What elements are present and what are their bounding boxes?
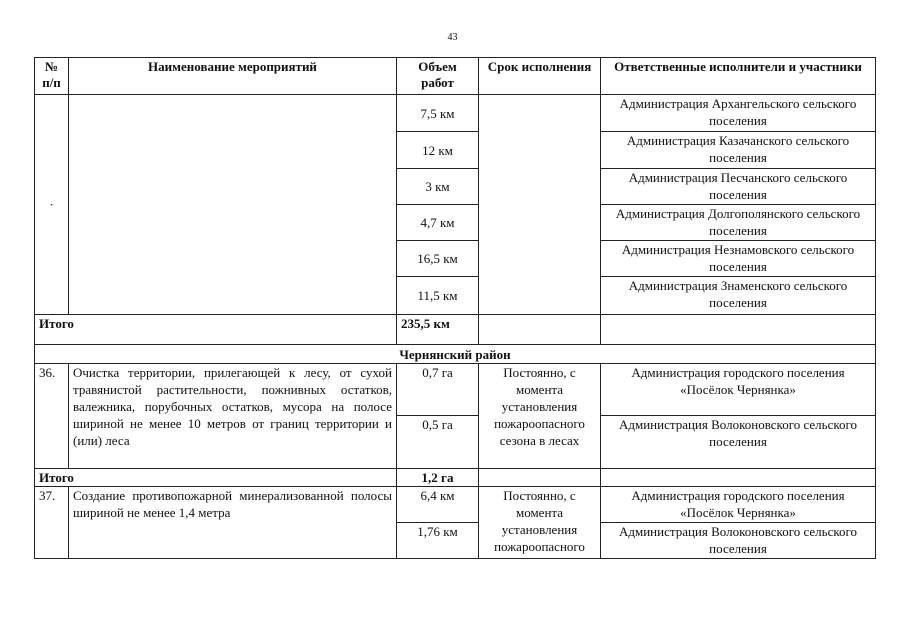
volume-cell: 0,7 га: [397, 364, 479, 416]
row-name-cell: [69, 95, 397, 315]
header-name: Наименование мероприятий: [69, 58, 397, 95]
responsible-cell: Администрация Казачанского сельского поселения: [601, 132, 876, 169]
item-num: 36.: [35, 364, 69, 469]
district-row: [35, 345, 876, 364]
header-volume: Объем работ: [397, 58, 479, 95]
responsible-cell: Администрация Незнамовского сельского поселения: [601, 241, 876, 277]
volume-cell: 7,5 км: [397, 95, 479, 132]
responsible-cell: Администрация Песчанского сельского поселения: [601, 169, 876, 205]
table-row: [35, 95, 876, 132]
volume-cell: 3 км: [397, 169, 479, 205]
total-value: 235,5 км: [397, 315, 479, 345]
header-num: № п/п: [35, 58, 69, 95]
header-term: Срок исполнения: [479, 58, 601, 95]
item-name: Создание противопожарной минерализованной полосы шириной не менее 1,4 метра: [69, 487, 397, 559]
empty-cell: [601, 469, 876, 487]
volume-cell: 1,76 км: [397, 523, 479, 559]
term-cell: [479, 95, 601, 315]
term-cell: Постоянно, с момента установления пожароопасного сезона в лесах: [479, 364, 601, 469]
term-cell: Постоянно, с момента установления пожароопасного: [479, 487, 601, 559]
table-row: [35, 364, 876, 416]
empty-cell: [601, 315, 876, 345]
responsible-cell: Администрация Волоконовского сельского поселения: [601, 416, 876, 469]
responsible-cell: Администрация Архангельского сельского поселения: [601, 95, 876, 132]
row-num-cell: [35, 95, 69, 315]
activities-table: [34, 57, 876, 559]
volume-cell: 11,5 км: [397, 277, 479, 315]
item-num: 37.: [35, 487, 69, 559]
total-label: Итого: [35, 469, 397, 487]
total-row: [35, 315, 876, 345]
responsible-cell: Администрация городского поселения «Посёлок Чернянка»: [601, 364, 876, 416]
responsible-cell: Администрация Знаменского сельского поселения: [601, 277, 876, 315]
district-title: Чернянский район: [35, 345, 876, 364]
total-value: 1,2 га: [397, 469, 479, 487]
volume-cell: 6,4 км: [397, 487, 479, 523]
table-header-row: [35, 58, 876, 95]
volume-cell: 0,5 га: [397, 416, 479, 469]
page-number: 43: [447, 32, 458, 43]
responsible-cell: Администрация Долгополянского сельского поселения: [601, 205, 876, 241]
responsible-cell: Администрация городского поселения «Посёлок Чернянка»: [601, 487, 876, 523]
empty-cell: [479, 469, 601, 487]
table-row: [35, 487, 876, 523]
total-row: [35, 469, 876, 487]
volume-cell: 16,5 км: [397, 241, 479, 277]
total-label: Итого: [35, 315, 397, 345]
empty-cell: [479, 315, 601, 345]
dot-mark: ·: [49, 197, 54, 212]
volume-cell: 4,7 км: [397, 205, 479, 241]
header-responsible: Ответственные исполнители и участники: [601, 58, 876, 95]
responsible-cell: Администрация Волоконовского сельского поселения: [601, 523, 876, 559]
item-name: Очистка территории, прилегающей к лесу, от сухой травянистой растительности, пожнивных остатков, валежника, порубочных остатков, мусора на полосе шириной не менее 10 метров от границ территории и (или) леса: [69, 364, 397, 469]
volume-cell: 12 км: [397, 132, 479, 169]
